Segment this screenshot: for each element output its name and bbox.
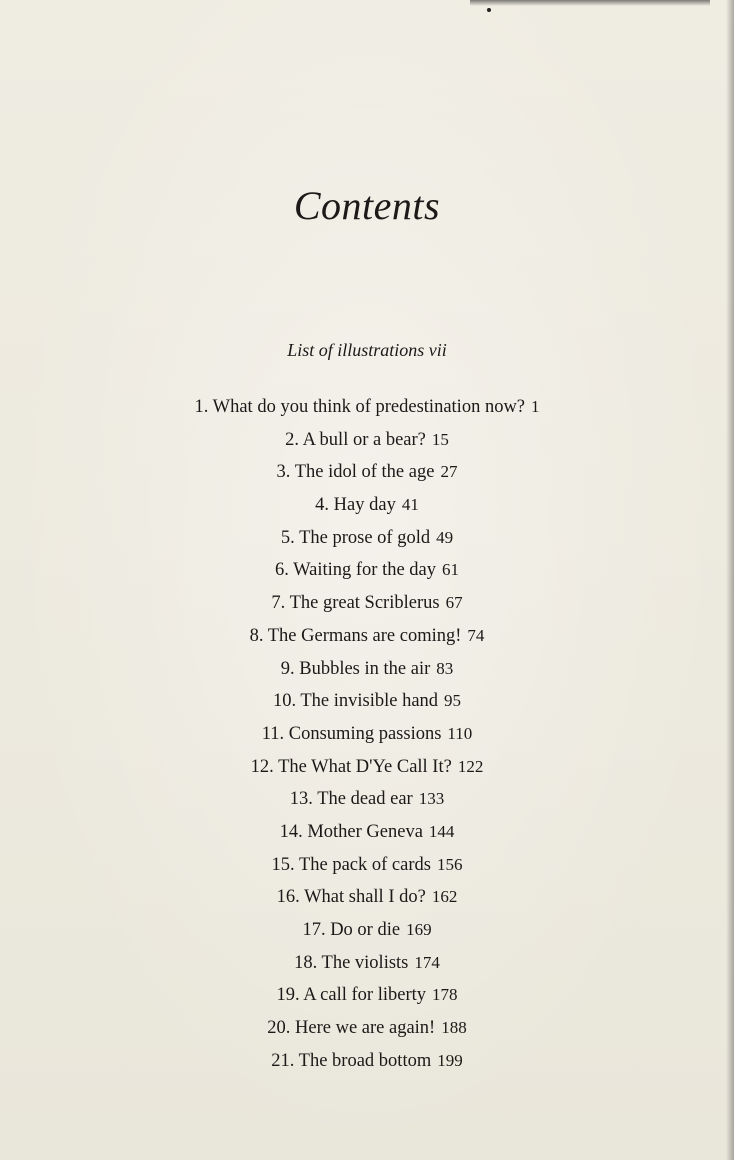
toc-entry — [0, 655, 734, 688]
chapter-title: 12. The What D'Ye Call It? — [250, 756, 452, 777]
chapter-title: 16. What shall I do? — [276, 887, 426, 908]
toc-entry — [0, 1014, 734, 1047]
table-of-contents — [0, 393, 734, 1079]
chapter-page: 15 — [431, 429, 449, 449]
chapter-title: 7. The great Scriblerus — [271, 593, 440, 614]
toc-entry — [0, 393, 734, 426]
chapter-title: 14. Mother Geneva — [279, 821, 423, 842]
toc-entry — [0, 622, 734, 655]
chapter-page: 144 — [428, 821, 455, 841]
chapter-page: 178 — [432, 985, 458, 1005]
toc-entry — [0, 818, 734, 851]
chapter-page: 174 — [414, 952, 440, 972]
chapter-page: 83 — [436, 658, 454, 678]
toc-entry — [0, 851, 734, 884]
chapter-title: 4. Hay day — [315, 495, 396, 516]
chapter-page: 156 — [436, 854, 463, 874]
chapter-page: 188 — [441, 1018, 467, 1038]
chapter-title: 11. Consuming passions — [261, 723, 442, 744]
toc-entry — [0, 524, 734, 557]
chapter-page: 74 — [467, 625, 485, 645]
chapter-title: 1. What do you think of predestination now? — [194, 397, 526, 417]
chapter-title: 3. The idol of the age — [276, 462, 435, 483]
chapter-page: 1 — [531, 397, 540, 416]
top-edge-shadow — [470, 0, 710, 6]
page-title: Contents — [293, 183, 441, 228]
chapter-page: 110 — [447, 723, 473, 743]
chapter-title: 5. The prose of gold — [280, 527, 431, 548]
list-of-illustrations-page: vii — [428, 340, 447, 360]
list-of-illustrations-label: List of illustrations — [287, 340, 425, 360]
chapter-title: 15. The pack of cards — [271, 854, 431, 875]
chapter-title: 6. Waiting for the day — [274, 560, 437, 581]
toc-entry — [0, 491, 734, 524]
chapter-page: 95 — [444, 691, 462, 711]
chapter-title: 19. A call for liberty — [276, 985, 426, 1006]
chapter-title: 18. The violists — [294, 952, 409, 973]
toc-entry — [0, 426, 734, 459]
chapter-page: 162 — [431, 887, 458, 907]
list-of-illustrations-entry — [0, 338, 734, 362]
toc-entry — [0, 589, 734, 622]
toc-entry — [0, 458, 734, 491]
chapter-title: 20. Here we are again! — [267, 1018, 436, 1039]
ink-speck — [487, 8, 491, 12]
toc-entry — [0, 883, 734, 916]
toc-entry — [0, 916, 734, 949]
toc-entry — [0, 720, 734, 753]
toc-entry — [0, 785, 734, 818]
chapter-title: 21. The broad bottom — [271, 1050, 432, 1071]
toc-entry — [0, 1047, 734, 1080]
chapter-title: 13. The dead ear — [289, 789, 413, 810]
chapter-page: 67 — [445, 593, 463, 613]
chapter-page: 61 — [442, 560, 460, 580]
chapter-page: 169 — [406, 920, 432, 939]
chapter-title: 9. Bubbles in the air — [280, 658, 431, 679]
chapter-page: 27 — [440, 462, 458, 482]
chapter-page: 199 — [437, 1050, 463, 1070]
chapter-title: 17. Do or die — [302, 920, 401, 940]
toc-entry — [0, 687, 734, 720]
toc-entry — [0, 949, 734, 982]
chapter-page: 122 — [457, 756, 484, 776]
toc-entry — [0, 556, 734, 589]
chapter-title: 8. The Germans are coming! — [249, 625, 462, 646]
chapter-title: 10. The invisible hand — [272, 691, 439, 712]
chapter-title: 2. A bull or a bear? — [285, 429, 426, 450]
chapter-page: 133 — [418, 789, 445, 809]
toc-entry — [0, 981, 734, 1014]
chapter-page: 49 — [436, 527, 454, 547]
chapter-page: 41 — [401, 495, 419, 515]
toc-entry — [0, 753, 734, 786]
